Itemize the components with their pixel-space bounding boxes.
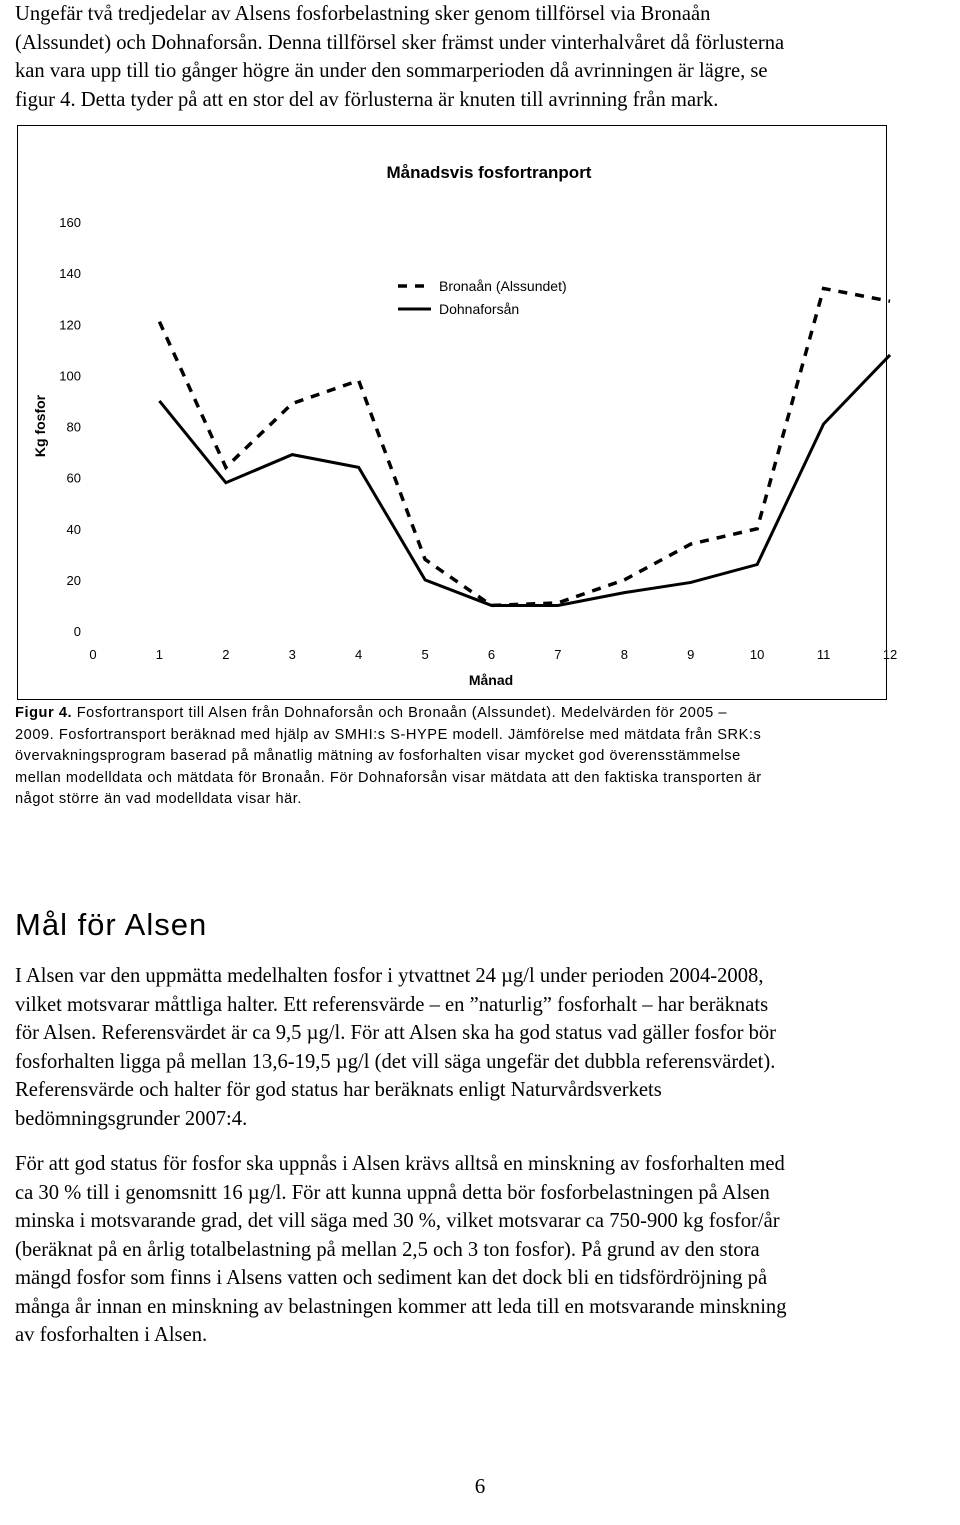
y-axis-label: Kg fosfor: [32, 394, 48, 458]
series-layer: [159, 288, 890, 605]
x-tick-label: 4: [355, 647, 363, 662]
y-tick-label: 20: [66, 572, 81, 588]
text-line: minska i motsvarande grad, det vill säga med 30 %, vilket motsvarar ca 750-900 kg fosfor/år: [15, 1210, 780, 1232]
text-line: Ungefär två tredjedelar av Alsens fosforbelastning sker genom tillförsel via Bronaån: [15, 3, 711, 25]
text-line: I Alsen var den uppmätta medelhalten fosfor i ytvattnet 24 µg/l under perioden 2004-2008,: [15, 965, 764, 987]
chart-frame: [17, 125, 898, 700]
text-line: mängd fosfor som finns i Alsens vatten och sediment kan det dock bli en tidsfördröjning på: [15, 1267, 768, 1289]
y-tick-label: 160: [59, 215, 81, 230]
body-paragraph: [15, 1150, 960, 1350]
text-line: Referensvärde och halter för god status har beräknats enligt Naturvårdsverkets: [15, 1079, 662, 1101]
caption-line: mellan modelldata och mätdata för Bronaån. För Dohnaforsån visar mätdata att den faktiska transporten är: [15, 769, 762, 786]
text-line: för Alsen. Referensvärdet är ca 9,5 µg/l. För att Alsen ska ha god status vad gäller fosfor bör: [15, 1022, 777, 1044]
text-line: ca 30 % till i genomsnitt 16 µg/l. För att kunna uppnå detta bör fosforbelastningen på Alsen: [15, 1181, 770, 1204]
x-tick-labels: [89, 647, 897, 662]
caption-line: [15, 703, 960, 725]
x-tick-label: 0: [89, 647, 97, 662]
text-line: (Alssundet) och Dohnaforsån. Denna tillförsel sker främst under vinterhalvåret då förlusterna: [15, 31, 785, 54]
text-line: figur 4. Detta tyder på att en stor del av förlusterna är knuten till avrinning från mark.: [15, 88, 719, 111]
y-tick-label: 140: [59, 266, 81, 282]
x-tick-label: 12: [882, 647, 898, 662]
chart-title: Månadsvis fosfortranport: [386, 163, 592, 182]
y-tick-label: 0: [73, 624, 81, 639]
x-tick-label: 3: [288, 647, 296, 662]
section-heading: Mål för Alsen: [15, 907, 208, 942]
series-line-0: [159, 288, 890, 605]
x-tick-label: 11: [816, 647, 831, 662]
x-tick-label: 10: [749, 647, 765, 662]
text-line: fosforhalten ligga på mellan 13,6-19,5 µg/l (det vill säga ungefär det dubbla referensvärdet).: [15, 1050, 776, 1073]
series-line-1: [159, 355, 890, 606]
y-tick-label: 60: [66, 470, 81, 486]
page-number: 6: [474, 1474, 486, 1498]
x-tick-label: 7: [554, 647, 562, 662]
x-axis-label: Månad: [468, 672, 514, 688]
x-tick-label: 1: [155, 647, 164, 662]
text-line: För att god status för fosfor ska uppnås i Alsen krävs alltså en minskning av fosforhalten med: [15, 1153, 785, 1175]
figure-caption: [15, 703, 960, 811]
legend-label-bronaan: Bronaån (Alssundet): [439, 278, 567, 294]
y-tick-label: 80: [66, 419, 81, 435]
x-tick-label: 5: [421, 647, 429, 662]
caption-text: Fosfortransport till Alsen från Dohnaforsån och Bronaån (Alssundet). Medelvärden för 2005 –: [72, 705, 728, 721]
caption-line: något större än vad modelldata visar här.: [15, 791, 303, 807]
body-paragraph: [15, 962, 960, 1133]
y-tick-labels: [59, 215, 81, 639]
text-line: av fosforhalten i Alsen.: [15, 1324, 208, 1346]
y-tick-label: 120: [59, 317, 81, 333]
y-tick-label: 100: [59, 368, 81, 384]
caption-line: 2009. Fosfortransport beräknad med hjälp av SMHI:s S-HYPE modell. Jämförelse med mätdata från SRK:s: [15, 726, 762, 743]
caption-line: övervakningsprogram baserad på månatlig mätning av fosforhalten visar mycket god överensstämmelse: [15, 748, 741, 764]
x-tick-label: 9: [687, 647, 695, 662]
x-tick-label: 2: [222, 647, 230, 662]
legend: [398, 278, 567, 317]
text-line: bedömningsgrunder 2007:4.: [15, 1107, 248, 1130]
x-tick-label: 8: [620, 647, 628, 662]
text-line: kan vara upp till tio gånger högre än under den sommarperioden då avrinningen är lägre, se: [15, 60, 768, 82]
text-line: (beräknat på en årlig totalbelastning på mellan 2,5 och 3 ton fosfor). På grund av den stora: [15, 1238, 760, 1261]
intro-paragraph: [15, 0, 960, 114]
legend-label-dohnaforsan: Dohnaforsån: [439, 301, 520, 317]
phosphorus-transport-chart: [18, 126, 898, 701]
text-line: många år innan en minskning av belastningen kommer att leda till en motsvarande minskning: [15, 1295, 787, 1318]
caption-label: Figur 4.: [15, 705, 73, 721]
text-line: vilket motsvarar måttliga halter. Ett referensvärde – en ”naturlig” fosforhalt – har beräknats: [15, 993, 769, 1016]
y-tick-label: 40: [66, 521, 81, 537]
x-tick-label: 6: [487, 647, 496, 662]
